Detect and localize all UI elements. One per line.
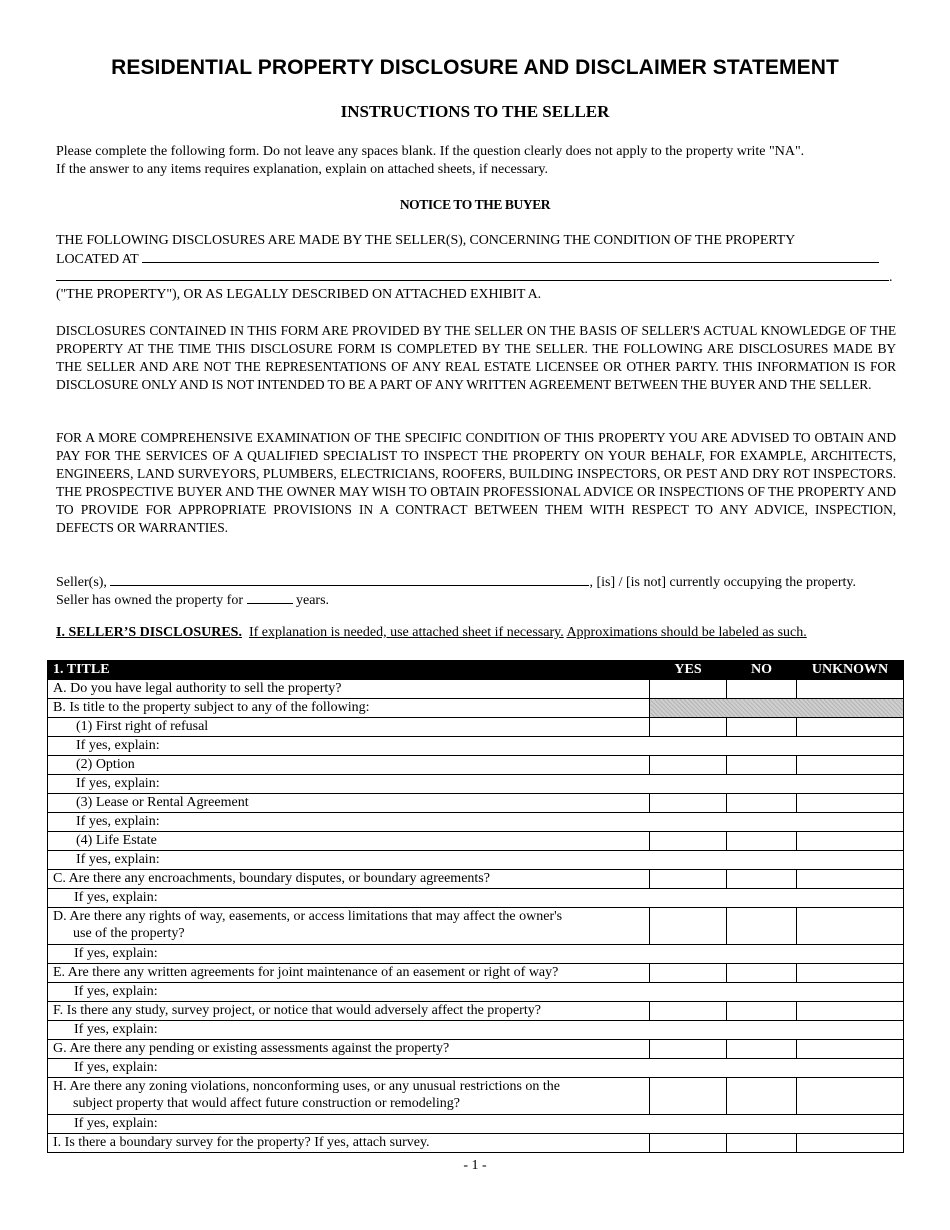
answer-unknown-cell[interactable] xyxy=(797,1040,904,1059)
answer-no-cell[interactable] xyxy=(727,718,797,737)
explain-e[interactable]: If yes, explain: xyxy=(48,983,904,1002)
table-row xyxy=(48,813,904,832)
answer-no-cell[interactable] xyxy=(727,870,797,889)
located-line-2 xyxy=(56,250,896,269)
question-d xyxy=(48,908,650,945)
table-row xyxy=(48,1040,904,1059)
table-row xyxy=(48,775,904,794)
seller-line xyxy=(56,573,896,592)
answer-yes-cell[interactable] xyxy=(650,1134,727,1153)
seller-name-blank[interactable] xyxy=(110,573,589,586)
question-b3: (3) Lease or Rental Agreement xyxy=(48,794,650,813)
title-questions-table xyxy=(47,660,904,1153)
question-b1: (1) First right of refusal xyxy=(48,718,650,737)
answer-unknown-cell[interactable] xyxy=(797,908,904,945)
shaded-answer-cell xyxy=(650,699,904,718)
section-title: I. SELLER’S DISCLOSURES. xyxy=(56,625,242,640)
answer-yes-cell[interactable] xyxy=(650,870,727,889)
answer-no-cell[interactable] xyxy=(727,680,797,699)
header-yes: YES xyxy=(650,661,727,680)
address-blank[interactable] xyxy=(142,250,879,263)
question-b: B. Is title to the property subject to any of the following: xyxy=(48,699,650,718)
explain-f[interactable]: If yes, explain: xyxy=(48,1021,904,1040)
answer-yes-cell[interactable] xyxy=(650,1002,727,1021)
table-row xyxy=(48,870,904,889)
explain-b1[interactable]: If yes, explain: xyxy=(48,737,904,756)
answer-no-cell[interactable] xyxy=(727,964,797,983)
table-row xyxy=(48,851,904,870)
table-row xyxy=(48,737,904,756)
table-row xyxy=(48,756,904,775)
section-note-2: Approximations should be labeled as such. xyxy=(566,625,807,640)
table-row xyxy=(48,718,904,737)
page-number: - 1 - xyxy=(463,1158,487,1173)
seller-suffix: , [is] / [is not] currently occupying the property. xyxy=(589,575,857,590)
answer-unknown-cell[interactable] xyxy=(797,718,904,737)
question-d-line-1: D. Are there any rights of way, easements, or access limitations that may affect the owner's xyxy=(53,909,563,924)
explain-b4[interactable]: If yes, explain: xyxy=(48,851,904,870)
header-no: NO xyxy=(727,661,797,680)
address-blank-2[interactable] xyxy=(56,268,889,281)
question-e: E. Are there any written agreements for joint maintenance of an easement or right of way? xyxy=(48,964,650,983)
question-h-line-1: H. Are there any zoning violations, nonconforming uses, or any unusual restrictions on the xyxy=(53,1079,561,1094)
question-f: F. Is there any study, survey project, or notice that would adversely affect the property? xyxy=(48,1002,650,1021)
question-a: A. Do you have legal authority to sell the property? xyxy=(48,680,650,699)
instructions-text xyxy=(56,143,896,179)
instructions-line-1: Please complete the following form. Do not leave any spaces blank. If the question clearly does not apply to the property write "NA". xyxy=(56,144,805,159)
explain-h[interactable]: If yes, explain: xyxy=(48,1115,904,1134)
answer-unknown-cell[interactable] xyxy=(797,680,904,699)
examination-paragraph: FOR A MORE COMPREHENSIVE EXAMINATION OF THE SPECIFIC CONDITION OF THIS PROPERTY YOU ARE ADVISED TO OBTAIN AND PAY FOR THE SERVICES OF A QUALIFIED SPECIALIST TO INSPECT THE PROPERTY ON YOUR BEHALF, FOR EXAMPLE, ARCHITECTS, ENGINEERS, LAND SURVEYORS, PLUMBERS, ELECTRICIANS, ROOFERS, BUILDING INSPECTORS, OR PEST AND DRY ROT INSPECTORS. THE PROSPECTIVE BUYER AND THE OWNER MAY WISH TO OBTAIN PROFESSIONAL ADVICE OR INSPECTIONS OF THE PROPERTY AND TO PROVIDE FOR APPROPRIATE PROVISIONS IN A CONTRACT BETWEEN THEM WITH RESPECT TO ANY ADVICE, INSPECTION, DEFECTS OR WARRANTIES. xyxy=(56,430,896,535)
answer-yes-cell[interactable] xyxy=(650,794,727,813)
table-row xyxy=(48,1134,904,1153)
explain-b3[interactable]: If yes, explain: xyxy=(48,813,904,832)
explain-d[interactable]: If yes, explain: xyxy=(48,945,904,964)
answer-unknown-cell[interactable] xyxy=(797,1002,904,1021)
owned-line xyxy=(56,591,896,610)
table-row xyxy=(48,1078,904,1115)
instructions-line-2: If the answer to any items requires explanation, explain on attached sheets, if necessary. xyxy=(56,162,549,177)
answer-yes-cell[interactable] xyxy=(650,832,727,851)
answer-unknown-cell[interactable] xyxy=(797,794,904,813)
question-d-line-2: use of the property? xyxy=(73,926,185,941)
table-header-row xyxy=(48,661,904,680)
located-prefix: LOCATED AT xyxy=(56,252,139,267)
table-row xyxy=(48,1002,904,1021)
question-b2: (2) Option xyxy=(48,756,650,775)
answer-unknown-cell[interactable] xyxy=(797,1134,904,1153)
notice-heading: NOTICE TO THE BUYER xyxy=(399,197,551,212)
answer-unknown-cell[interactable] xyxy=(797,964,904,983)
located-line-3: ("THE PROPERTY"), OR AS LEGALLY DESCRIBED ON ATTACHED EXHIBIT A. xyxy=(56,287,542,302)
answer-unknown-cell[interactable] xyxy=(797,1078,904,1115)
section-heading xyxy=(56,625,807,641)
table-row xyxy=(48,1021,904,1040)
table-row xyxy=(48,1115,904,1134)
question-h xyxy=(48,1078,650,1115)
question-h-line-2: subject property that would affect future construction or remodeling? xyxy=(73,1096,460,1111)
instructions-heading: INSTRUCTIONS TO THE SELLER xyxy=(340,102,610,121)
answer-no-cell[interactable] xyxy=(727,1040,797,1059)
answer-no-cell[interactable] xyxy=(727,1134,797,1153)
header-title: 1. TITLE xyxy=(48,661,650,680)
located-line-1: THE FOLLOWING DISCLOSURES ARE MADE BY THE SELLER(S), CONCERNING THE CONDITION OF THE PROPERTY xyxy=(56,233,796,248)
answer-unknown-cell[interactable] xyxy=(797,756,904,775)
owned-prefix: Seller has owned the property for xyxy=(56,593,243,608)
answer-yes-cell[interactable] xyxy=(650,1078,727,1115)
explain-b2[interactable]: If yes, explain: xyxy=(48,775,904,794)
seller-prefix: Seller(s), xyxy=(56,575,107,590)
answer-no-cell[interactable] xyxy=(727,794,797,813)
answer-yes-cell[interactable] xyxy=(650,908,727,945)
located-line-blank: . xyxy=(56,268,896,287)
table-row xyxy=(48,983,904,1002)
page-title: RESIDENTIAL PROPERTY DISCLOSURE AND DISCLAIMER STATEMENT xyxy=(111,56,839,79)
answer-no-cell[interactable] xyxy=(727,832,797,851)
owned-suffix: years. xyxy=(296,593,330,608)
table-row xyxy=(48,908,904,945)
question-c: C. Are there any encroachments, boundary disputes, or boundary agreements? xyxy=(48,870,650,889)
table-row xyxy=(48,699,904,718)
answer-no-cell[interactable] xyxy=(727,908,797,945)
explain-c[interactable]: If yes, explain: xyxy=(48,889,904,908)
disclosure-paragraph: DISCLOSURES CONTAINED IN THIS FORM ARE PROVIDED BY THE SELLER ON THE BASIS OF SELLER'S ACTUAL KNOWLEDGE OF THE PROPERTY AT THE TIME THIS DISCLOSURE FORM IS COMPLETED BY THE SELLER. THE FOLLOWING ARE DISCLOSURES MADE BY THE SELLER AND ARE NOT THE REPRESENTATIONS OF ANY REAL ESTATE LICENSEE OR OTHER PARTY. THIS INFORMATION IS FOR DISCLOSURE ONLY AND IS NOT INTENDED TO BE A PART OF ANY WRITTEN AGREEMENT BETWEEN THE BUYER AND THE SELLER. xyxy=(56,323,896,392)
question-i: I. Is there a boundary survey for the property? If yes, attach survey. xyxy=(48,1134,650,1153)
answer-yes-cell[interactable] xyxy=(650,756,727,775)
question-b4: (4) Life Estate xyxy=(48,832,650,851)
answer-no-cell[interactable] xyxy=(727,1002,797,1021)
table-row xyxy=(48,794,904,813)
answer-no-cell[interactable] xyxy=(727,756,797,775)
answer-yes-cell[interactable] xyxy=(650,964,727,983)
answer-yes-cell[interactable] xyxy=(650,718,727,737)
explain-g[interactable]: If yes, explain: xyxy=(48,1059,904,1078)
table-row xyxy=(48,832,904,851)
answer-yes-cell[interactable] xyxy=(650,1040,727,1059)
answer-yes-cell[interactable] xyxy=(650,680,727,699)
table-row xyxy=(48,1059,904,1078)
answer-unknown-cell[interactable] xyxy=(797,870,904,889)
section-note-1: If explanation is needed, use attached sheet if necessary. xyxy=(248,625,564,640)
header-unknown: UNKNOWN xyxy=(797,661,904,680)
question-g: G. Are there any pending or existing assessments against the property? xyxy=(48,1040,650,1059)
answer-unknown-cell[interactable] xyxy=(797,832,904,851)
table-row xyxy=(48,945,904,964)
table-row xyxy=(48,964,904,983)
years-owned-blank[interactable] xyxy=(247,591,293,604)
answer-no-cell[interactable] xyxy=(727,1078,797,1115)
table-row xyxy=(48,889,904,908)
table-row xyxy=(48,680,904,699)
